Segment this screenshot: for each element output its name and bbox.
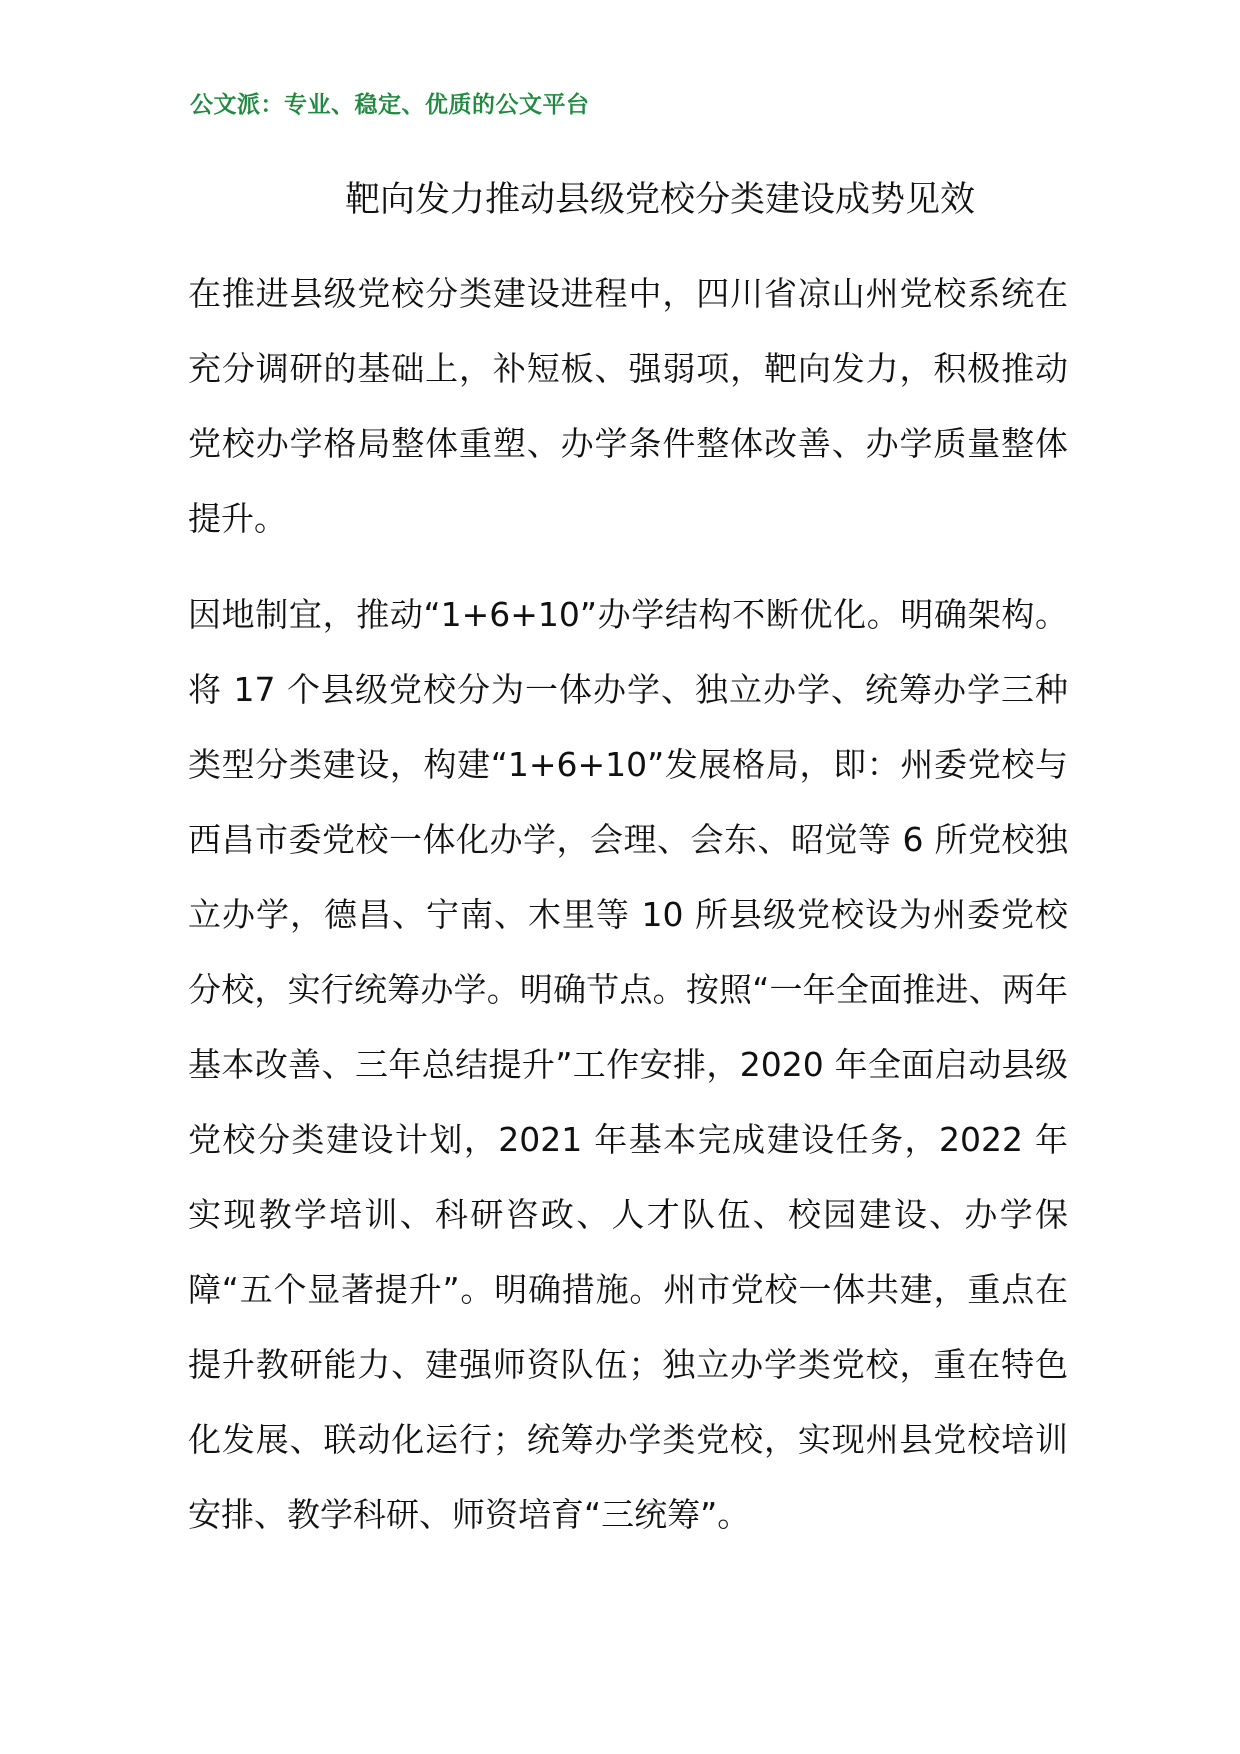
document-body-section — [188, 577, 1068, 1552]
document-title: 靶向发力推动县级党校分类建设成势见效 — [344, 180, 975, 220]
paragraph-main: 因地制宜，推动“1+6+10”办学结构不断优化。明确架构。将 17 个县级党校分为一体办学、独立办学、统筹办学三种类型分类建设，构建“1+6+10”发展格局，即：州委党校与西昌市委党校一体化办学，会理、会东、昭觉等 6 所党校独立办学，德昌、宁南、木里等 10 所县级党校设为州委党校分校，实行统筹办学。明确节点。按照“一年全面推进、两年基本改善、三年总结提升”工作安排，2020 年全面启动县级党校分类建设计划，2021 年基本完成建设任务，2022 年实现教学培训、科研咨政、人才队伍、校园建设、办学保障“五个显著提升”。明确措施。州市党校一体共建，重点在提升教研能力、建强师资队伍；独立办学类党校，重在特色化发展、联动化运行；统筹办学类党校，实现州县党校培训安排、教学科研、师资培育“三统筹”。 — [188, 595, 1068, 1534]
site-brand-header: 公文派：专业、稳定、优质的公文平台 — [190, 92, 590, 118]
document-body — [188, 256, 1068, 556]
paragraph-intro: 在推进县级党校分类建设进程中，四川省凉山州党校系统在充分调研的基础上，补短板、强弱项，靶向发力，积极推动党校办学格局整体重塑、办学条件整体改善、办学质量整体提升。 — [188, 274, 1068, 538]
